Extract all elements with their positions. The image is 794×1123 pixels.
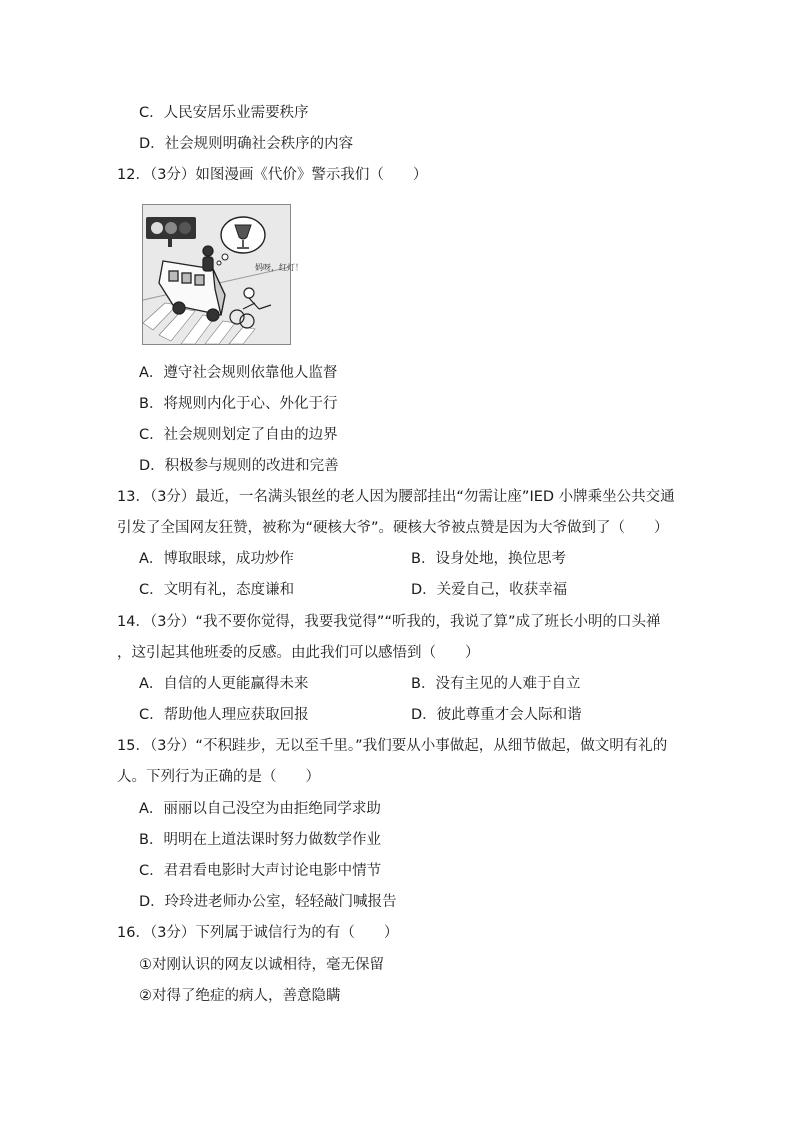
q14-stem-line1: 14．（3分）“我不要你觉得，我要我觉得”“听我的，我说了算”成了班长小明的口头禅 [117, 614, 661, 630]
q11-option-d: D．社会规则明确社会秩序的内容 [139, 136, 354, 152]
q12-option-b: B．将规则内化于心、外化于行 [139, 396, 338, 412]
q16-item-1: ①对刚认识的网友以诚相待，毫无保留 [139, 957, 384, 973]
comic-image [142, 204, 303, 345]
q12-stem: 12．（3分）如图漫画《代价》警示我们（ ） [117, 167, 428, 183]
q13-option-c: C．文明有礼，态度谦和 [139, 582, 295, 598]
q13-stem-line1: 13．（3分）最近，一名满头银丝的老人因为腰部挂出“勿需让座”IED 小牌乘坐公共交通 [117, 489, 675, 505]
q14-option-c: C．帮助他人理应获取回报 [139, 707, 309, 723]
q16-item-2: ②对得了绝症的病人，善意隐瞒 [139, 988, 341, 1004]
q15-option-d: D．玲玲进老师办公室，轻轻敲门喊报告 [139, 894, 397, 910]
q12-option-c: C．社会规则划定了自由的边界 [139, 427, 338, 443]
q13-option-b: B．设身处地，换位思考 [411, 551, 566, 567]
q15-stem-line2: 人。下列行为正确的是（ ） [117, 769, 320, 785]
q14-stem-line2: ，这引起其他班委的反感。由此我们可以感悟到（ ） [117, 645, 480, 661]
comic-caption: 妈呀，红灯！ [255, 263, 303, 272]
q13-stem-line2: 引发了全国网友狂赞，被称为“硬核大爷”。硬核大爷被点赞是因为大爷做到了（ ） [117, 520, 669, 536]
q15-option-a: A．丽丽以自己没空为由拒绝同学求助 [139, 801, 381, 817]
q14-option-a: A．自信的人更能赢得未来 [139, 676, 309, 692]
q11-option-c: C．人民安居乐业需要秩序 [139, 105, 309, 121]
q15-option-b: B．明明在上道法课时努力做数学作业 [139, 832, 381, 848]
q12-option-a: A．遵守社会规则依靠他人监督 [139, 365, 338, 381]
q12-option-d: D．积极参与规则的改进和完善 [139, 458, 339, 474]
q14-option-b: B．没有主见的人难于自立 [411, 676, 581, 692]
q15-stem-line1: 15．（3分）“不积跬步，无以至千里。”我们要从小事做起，从细节做起，做文明有礼的 [117, 738, 668, 754]
q13-option-a: A．博取眼球，成功炒作 [139, 551, 294, 567]
q14-option-d: D．彼此尊重才会人际和谐 [411, 707, 582, 723]
q16-stem: 16．（3分）下列属于诚信行为的有（ ） [117, 925, 399, 941]
q13-option-d: D．关爱自己，收获幸福 [411, 582, 568, 598]
q15-option-c: C．君君看电影时大声讨论电影中情节 [139, 863, 382, 879]
